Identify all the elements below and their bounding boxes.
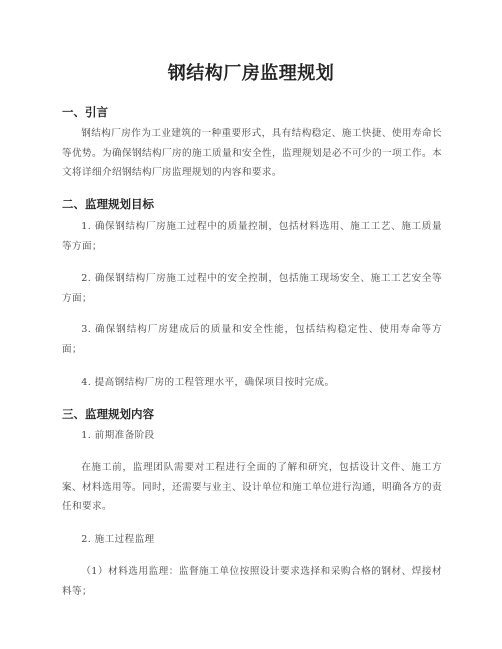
list-item: 3. 确保钢结构厂房建成后的质量和安全性能，包括结构稳定性、使用寿命等方面； — [62, 324, 442, 355]
list-item: 4. 提高钢结构厂房的工程管理水平，确保项目按时完成。 — [81, 377, 335, 388]
sub-heading: 1. 前期准备阶段 — [81, 430, 155, 441]
section-heading-goals: 二、监理规划目标 — [62, 197, 154, 211]
document-title: 钢结构厂房监理规划 — [167, 63, 335, 84]
paragraph: 钢结构厂房作为工业建筑的一种重要形式，具有结构稳定、施工快捷、使用寿命长等优势。为确保钢结构厂房的施工质量和安全性，监理规划是必不可少的一项工作。本文将详细介绍钢结构厂房监理规划的内容和要求。 — [62, 128, 442, 178]
sub-heading: 2. 施工过程监理 — [81, 534, 155, 545]
paragraph: （1）材料选用监理：监督施工单位按照设计要求选择和采购合格的钢材、焊接材料等； — [62, 566, 442, 597]
section-heading-intro: 一、引言 — [62, 105, 108, 119]
paragraph: 在施工前，监理团队需要对工程进行全面的了解和研究，包括设计文件、施工方案、材料选用等。同时，还需要与业主、设计单位和施工单位进行沟通，明确各方的责任和要求。 — [62, 462, 442, 512]
section-heading-content: 三、监理规划内容 — [62, 407, 154, 421]
list-item: 2. 确保钢结构厂房施工过程中的安全控制，包括施工现场安全、施工工艺安全等方面； — [62, 273, 442, 304]
list-item: 1. 确保钢结构厂房施工过程中的质量控制，包括材料选用、施工工艺、施工质量等方面； — [62, 221, 442, 252]
